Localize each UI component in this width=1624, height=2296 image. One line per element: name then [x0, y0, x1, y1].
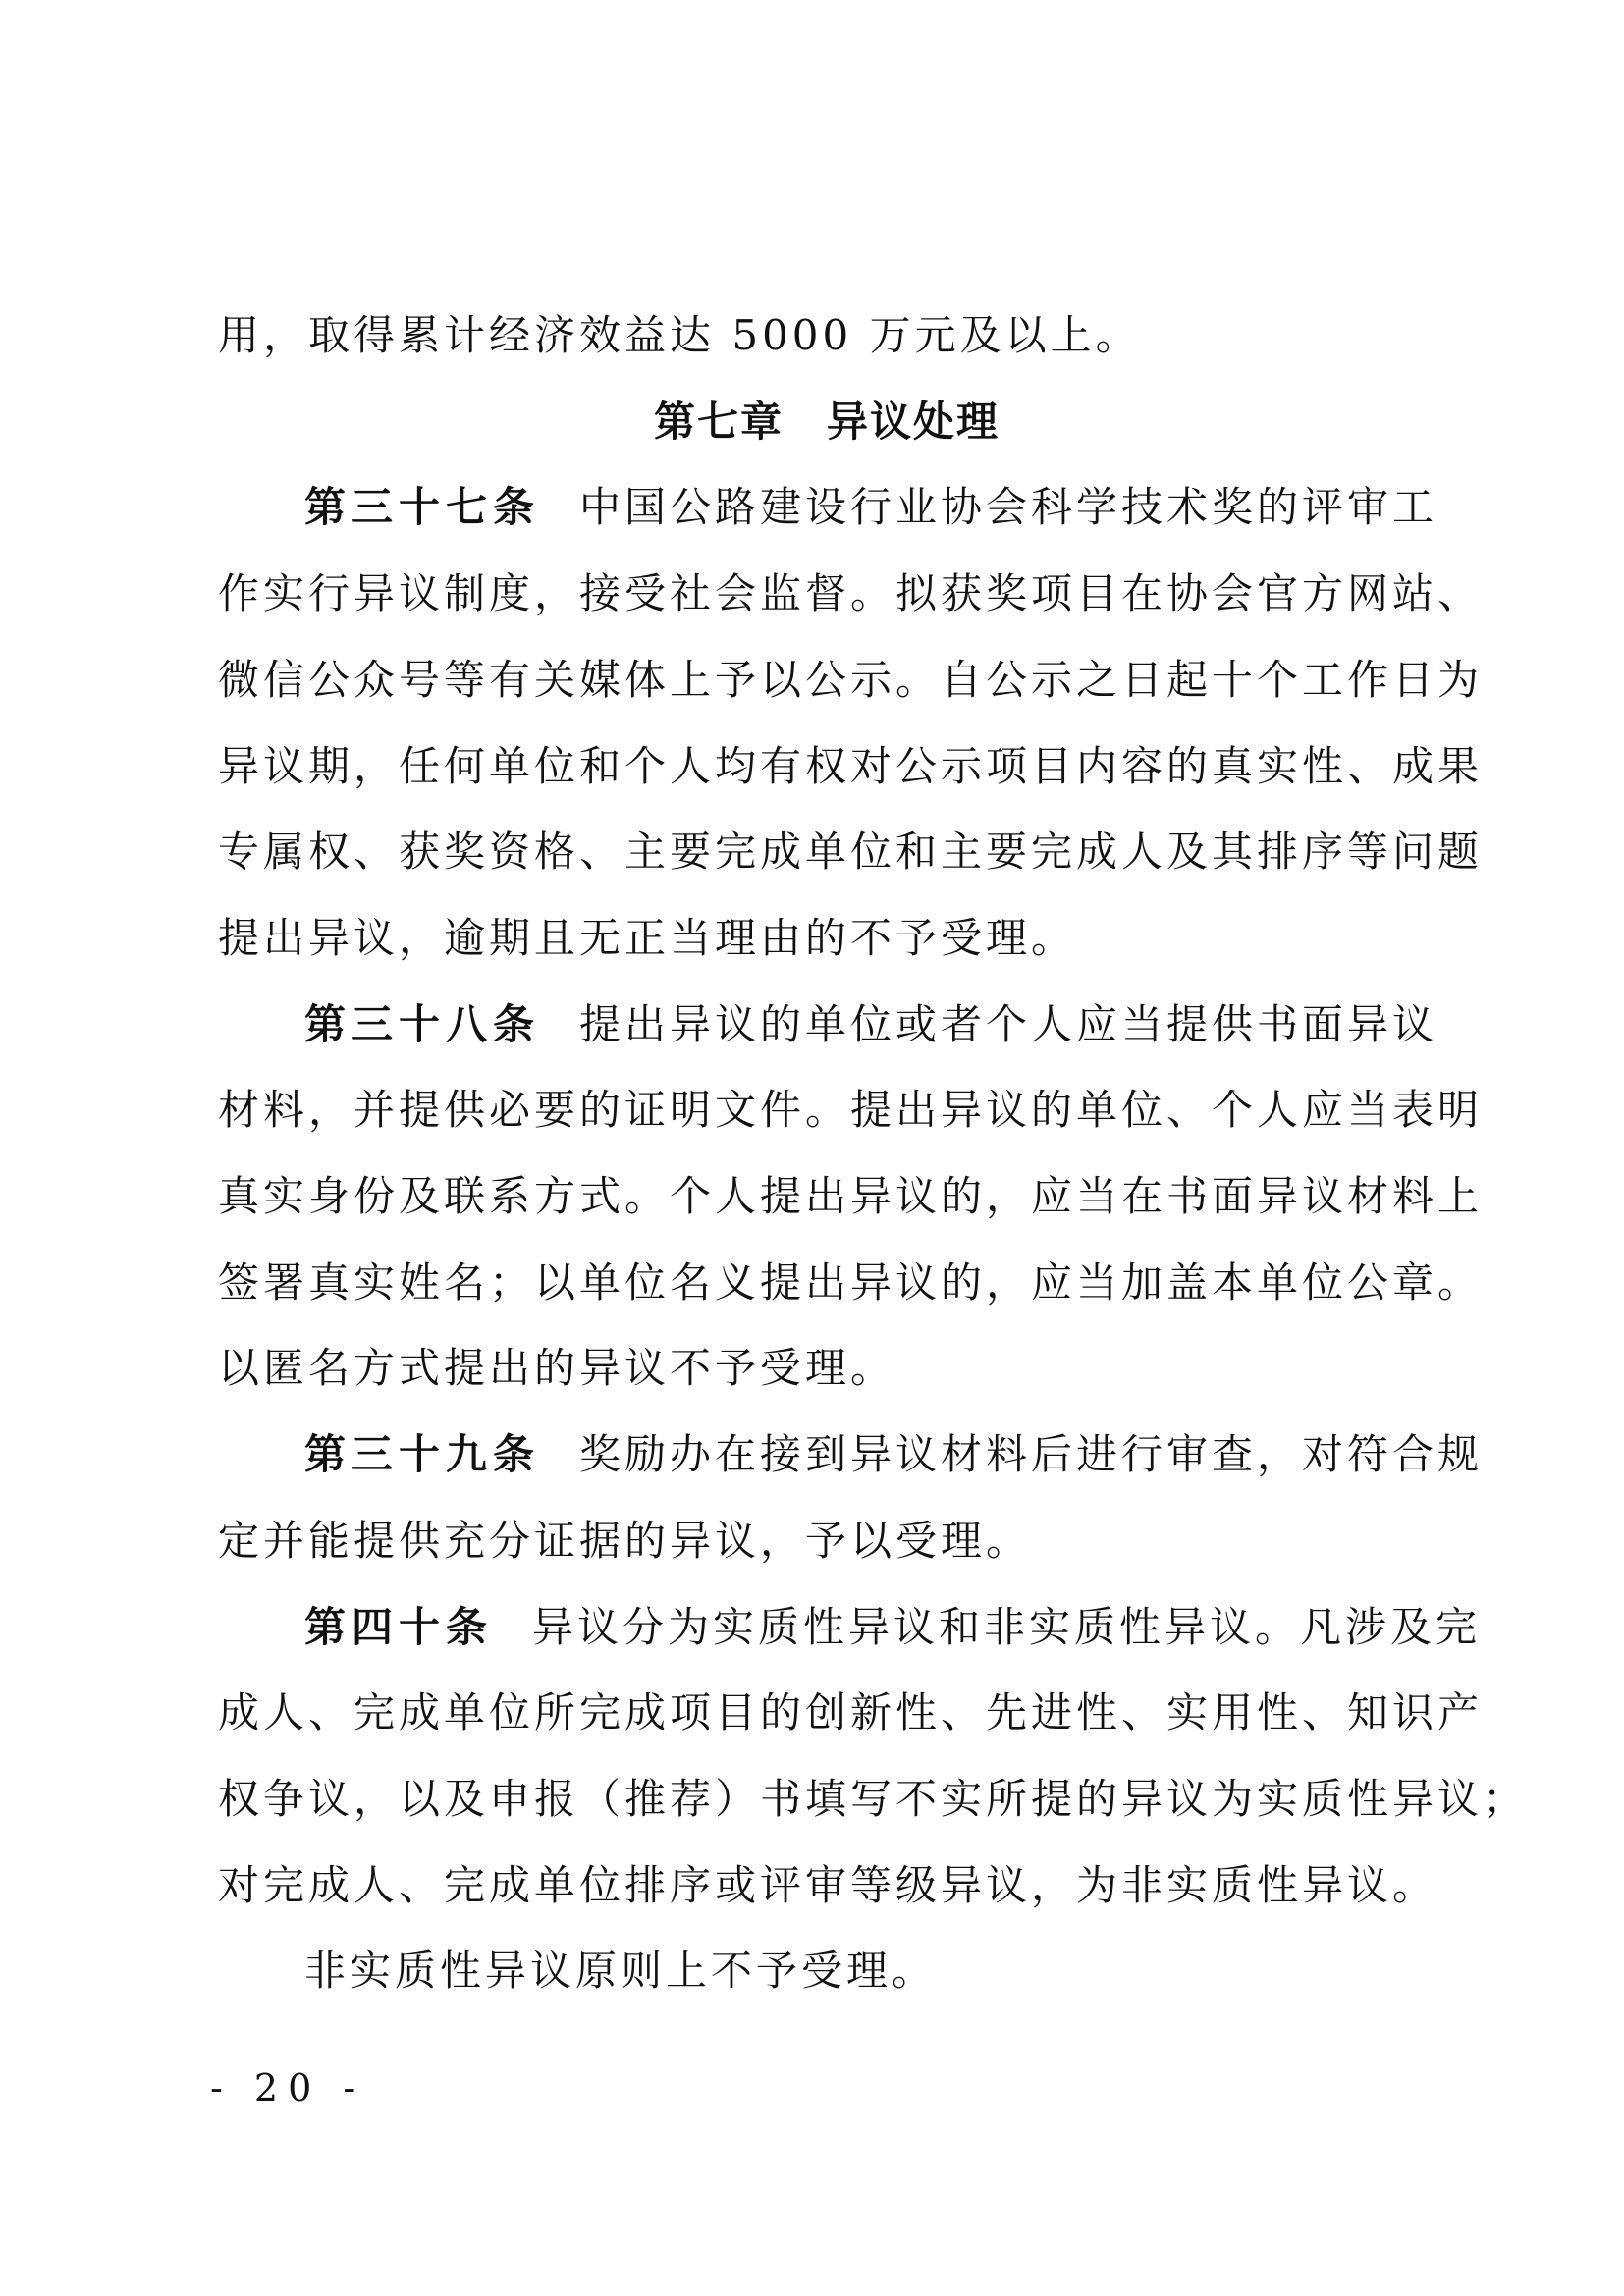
chapter-title: 第七章 异议处理: [653, 397, 1000, 446]
article-39-label: 第三十九条: [304, 1430, 541, 1479]
text-line: 定并能提供充分证据的异议，予以受理。: [218, 1516, 1032, 1565]
article-37-text: 中国公路建设行业协会科学技术奖的评审工: [579, 483, 1438, 532]
article-38-line-1: [218, 982, 1438, 1068]
article-39-line-1: [218, 1412, 1484, 1498]
text-line: 权争议，以及申报（推荐）书填写不实所提的异议为实质性异议；: [218, 1774, 1529, 1823]
article-37-line-1: [218, 464, 1438, 551]
text-line: 真实身份及联系方式。个人提出异议的，应当在书面异议材料上: [218, 1172, 1484, 1221]
text-line: 微信公众号等有关媒体上予以公示。自公示之日起十个工作日为: [218, 655, 1484, 704]
text-line: 非实质性异议原则上不予受理。: [304, 1947, 938, 1996]
article-37-label: 第三十七条: [304, 483, 541, 532]
article-40-label: 第四十条: [304, 1602, 494, 1651]
text-line: 用，取得累计经济效益达 5000 万元及以上。: [218, 311, 1141, 359]
article-39-text: 奖励办在接到异议材料后进行审查，对符合规: [579, 1430, 1484, 1479]
text-line: 异议期，任何单位和个人均有权对公示项目内容的真实性、成果: [218, 741, 1484, 790]
article-40-text: 异议分为实质性异议和非实质性异议。凡涉及完: [532, 1602, 1482, 1651]
text-line: 对完成人、完成单位排序或评审等级异议，为非实质性异议。: [218, 1860, 1438, 1909]
page-number: - 20 -: [210, 2066, 366, 2109]
article-38-text: 提出异议的单位或者个人应当提供书面异议: [579, 999, 1438, 1048]
text-line: 以匿名方式提出的异议不予受理。: [218, 1344, 896, 1393]
text-line: 提出异议，逾期且无正当理由的不予受理。: [218, 913, 1077, 962]
text-line: 作实行异议制度，接受社会监督。拟获奖项目在协会官方网站、: [218, 569, 1484, 618]
text-line: 成人、完成单位所完成项目的创新性、先进性、实用性、知识产: [218, 1688, 1484, 1737]
text-line: 专属权、获奖资格、主要完成单位和主要完成人及其排序等问题: [218, 828, 1484, 877]
body-text: [218, 293, 1529, 2014]
text-line: 材料，并提供必要的证明文件。提出异议的单位、个人应当表明: [218, 1086, 1484, 1135]
article-40-line-1: [218, 1584, 1482, 1671]
article-38-label: 第三十八条: [304, 999, 541, 1048]
text-line: 签署真实姓名；以单位名义提出异议的，应当加盖本单位公章。: [218, 1257, 1484, 1307]
